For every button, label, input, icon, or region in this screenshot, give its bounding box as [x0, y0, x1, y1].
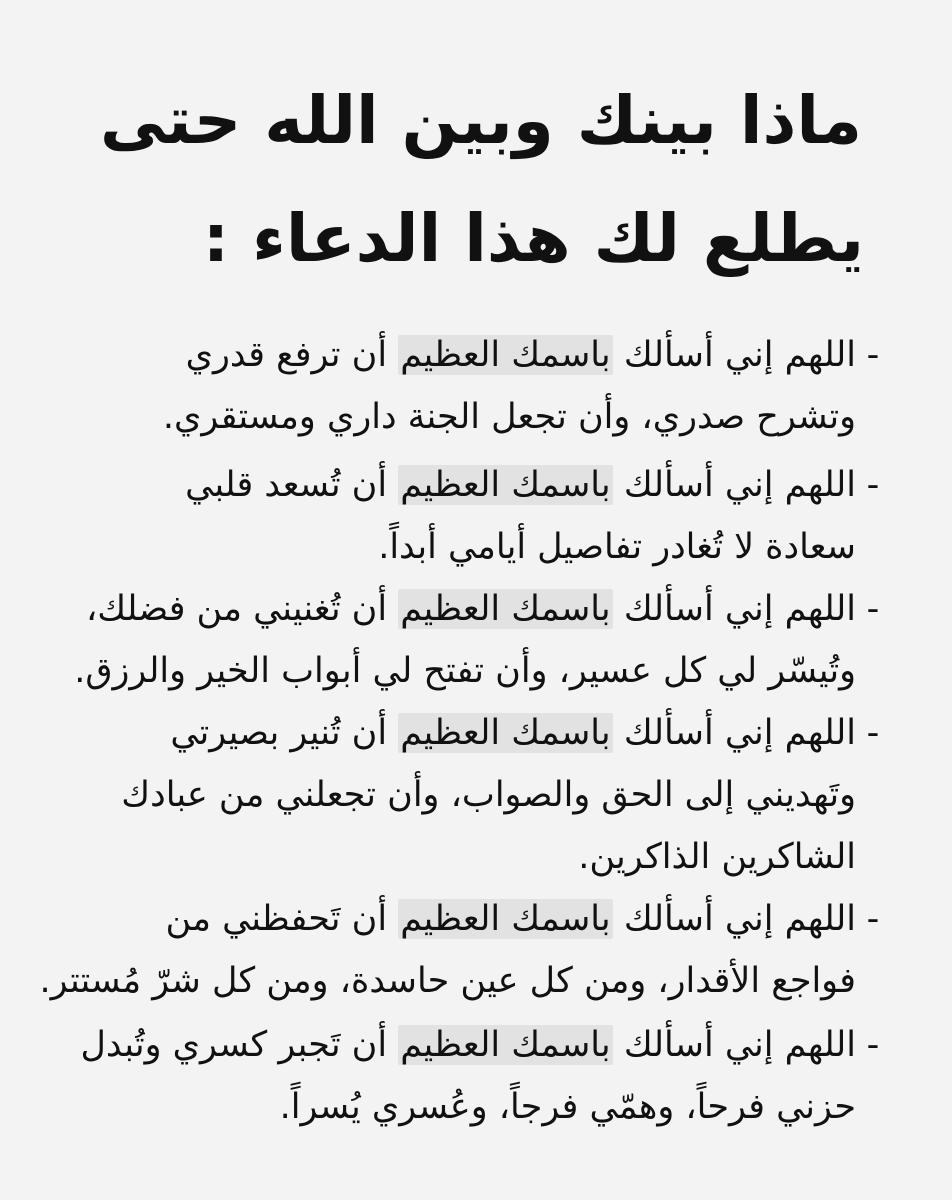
prayer-item [36, 888, 884, 1014]
prayer-line-1 [36, 1014, 856, 1076]
prayer-line-2: حزني فرحاً، وهمّي فرجاً، وعُسري يُسراً. [279, 1087, 856, 1127]
prayer-request: أن تُسعد قلبي [185, 465, 388, 505]
list-dash: - [866, 465, 880, 505]
prayer-line-1 [36, 578, 856, 640]
list-dash: - [866, 335, 880, 375]
prayer-line-1 [36, 454, 856, 516]
highlighted-phrase: باسمك العظيم [400, 589, 611, 629]
prayer-line-1 [36, 324, 856, 386]
prayer-opening: اللهم إني أسألك [623, 589, 856, 629]
list-dash: - [866, 589, 880, 629]
prayer-line-2: وتشرح صدري، وأن تجعل الجنة داري ومستقري. [162, 397, 856, 437]
highlighted-phrase: باسمك العظيم [400, 899, 611, 939]
prayer-item [36, 702, 884, 888]
page-title [36, 62, 864, 298]
prayer-request: أن تَحفظني من [165, 899, 388, 939]
prayer-opening: اللهم إني أسألك [623, 713, 856, 753]
prayer-line-2: سعادة لا تُغادر تفاصيل أيامي أبداً. [378, 527, 856, 567]
prayer-item [36, 578, 884, 702]
prayer-line-2: فواجع الأقدار، ومن كل عين حاسدة، ومن كل شرّ مُستتر. [39, 961, 856, 1001]
prayer-line-2: وتُيسّر لي كل عسير، وأن تفتح لي أبواب الخير والرزق. [74, 651, 856, 691]
prayer-item [36, 1014, 884, 1134]
prayer-opening: اللهم إني أسألك [623, 1025, 856, 1065]
list-dash: - [866, 899, 880, 939]
prayer-opening: اللهم إني أسألك [623, 899, 856, 939]
list-dash: - [866, 713, 880, 753]
prayer-line-3: الشاكرين الذاكرين. [578, 837, 856, 877]
prayer-item [36, 454, 884, 578]
prayer-line-1 [36, 702, 856, 764]
prayer-list [36, 324, 884, 1134]
prayer-request: أن ترفع قدري [185, 335, 388, 375]
prayer-opening: اللهم إني أسألك [623, 465, 856, 505]
title-line-2: يطلع لك هذا الدعاء : [202, 200, 864, 277]
prayer-request: أن تَجبر كسري وتُبدل [80, 1025, 388, 1065]
highlighted-phrase: باسمك العظيم [400, 1025, 611, 1065]
highlighted-phrase: باسمك العظيم [400, 335, 611, 375]
list-dash: - [866, 1025, 880, 1065]
prayer-request: أن تُنير بصيرتي [170, 713, 388, 753]
prayer-item [36, 324, 884, 454]
prayer-line-2: وتَهديني إلى الحق والصواب، وأن تجعلني من عبادك [121, 775, 856, 815]
prayer-opening: اللهم إني أسألك [623, 335, 856, 375]
prayer-line-1 [36, 888, 856, 950]
title-line-1: ماذا بينك وبين الله حتى [100, 82, 862, 159]
highlighted-phrase: باسمك العظيم [400, 713, 611, 753]
highlighted-phrase: باسمك العظيم [400, 465, 611, 505]
prayer-request: أن تُغنيني من فضلك، [85, 589, 388, 629]
